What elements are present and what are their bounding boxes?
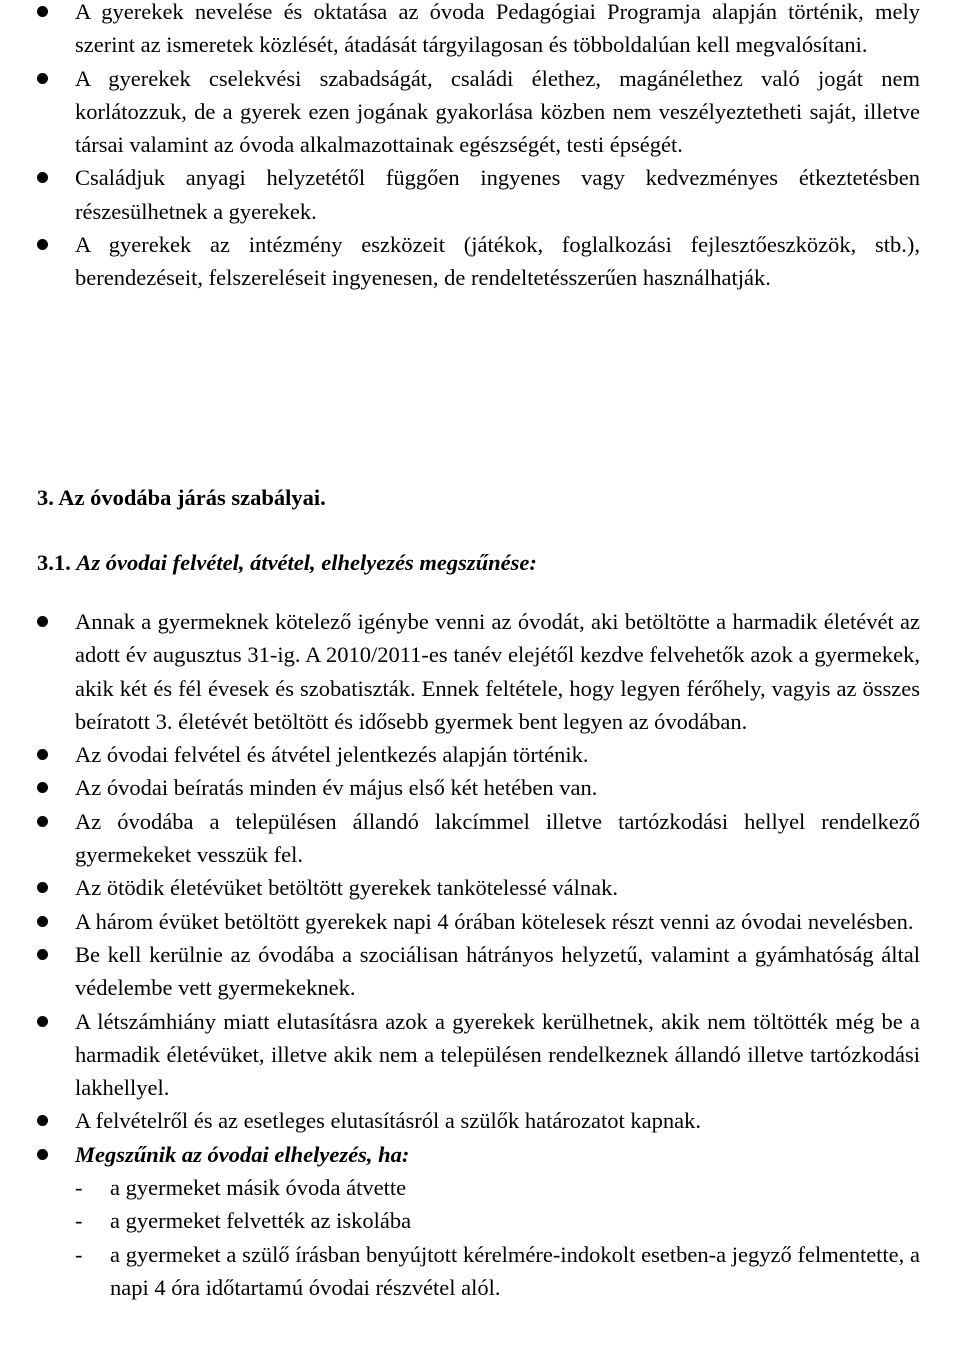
list-item: A gyerekek az intézmény eszközeit (játékok, foglalkozási fejlesztőeszközök, stb.), berendezéseit, felszereléseit ingyenesen, de rendeltetésszerűen használhatják. (0, 228, 960, 295)
dash-item: - a gyermeket a szülő írásban benyújtott kérelmére-indokolt esetben-a jegyző felmentette, a napi 4 óra időtartamú óvodai részvétel alól. (75, 1238, 920, 1305)
dash-item: - a gyermeket másik óvoda átvette (75, 1171, 920, 1204)
termination-list-item (0, 1138, 960, 1304)
list-item: Az óvodába a településen állandó lakcímmel illetve tartózkodási hellyel rendelkező gyermekeket vesszük fel. (0, 805, 960, 872)
list-item: A gyerekek nevelése és oktatása az óvoda Pedagógiai Programja alapján történik, mely szerint az ismeretek közlését, átadását tárgyilagosan és többoldalúan kell megvalósítani. (0, 0, 960, 62)
heading-title: Az óvodai felvétel, átvétel, elhelyezés megszűnése: (76, 550, 537, 575)
heading-title: Az óvodába járás szabályai. (58, 485, 326, 510)
list-item: Az ötödik életévüket betöltött gyerekek tankötelessé válnak. (0, 871, 960, 904)
list-item: A gyerekek cselekvési szabadságát, családi élethez, magánélethez való jogát nem korlátozzuk, de a gyerek ezen jogának gyakorlása közben nem veszélyeztetheti saját, illetve társai valamint az óvoda alkalmazottainak egészségét, testi épségét. (0, 62, 960, 162)
list-item: A felvételről és az esetleges elutasításról a szülők határozatot kapnak. (0, 1104, 960, 1137)
list-item: A három évüket betöltött gyerekek napi 4 órában kötelesek részt venni az óvodai nevelésben. (0, 905, 960, 938)
rights-bullet-list (0, 0, 960, 295)
list-item: Be kell kerülnie az óvodába a szociálisan hátrányos helyzetű, valamint a gyámhatóság által védelembe vett gyermekeknek. (0, 938, 960, 1005)
list-item: A létszámhiány miatt elutasításra azok a gyerekek kerülhetnek, akik nem töltötték még be a harmadik életévüket, illetve akik nem a településen rendelkeznek állandó illetve tartózkodási lakhellyel. (0, 1005, 960, 1105)
list-item: Az óvodai beíratás minden év május első két hetében van. (0, 771, 960, 804)
admission-bullet-list (0, 605, 960, 1304)
dash-item: - a gyermeket felvették az iskolába (75, 1204, 920, 1237)
termination-label: Megszűnik az óvodai elhelyezés, ha: (75, 1141, 410, 1167)
list-item: Annak a gyermeknek kötelező igénybe venni az óvodát, aki betöltötte a harmadik életévét az adott év augusztus 31-ig. A 2010/2011-es tanév elejétől kezdve felvehetők azok a gyermekek, akik két és fél évesek és szobatiszták. Ennek feltétele, hogy legyen férőhely, vagyis az összes beíratott 3. életévét betöltött és idősebb gyermek bent legyen az óvodában. (0, 605, 960, 738)
termination-dash-list (75, 1171, 920, 1304)
list-item: Az óvodai felvétel és átvétel jelentkezés alapján történik. (0, 738, 960, 771)
heading-number: 3.1. (37, 550, 71, 575)
list-item: Családjuk anyagi helyzetétől függően ingyenes vagy kedvezményes étkeztetésben részesülhetnek a gyerekek. (0, 161, 960, 228)
subsection-heading-3-1 (37, 546, 537, 579)
section-heading-3 (37, 481, 326, 514)
heading-number: 3. (37, 485, 54, 510)
